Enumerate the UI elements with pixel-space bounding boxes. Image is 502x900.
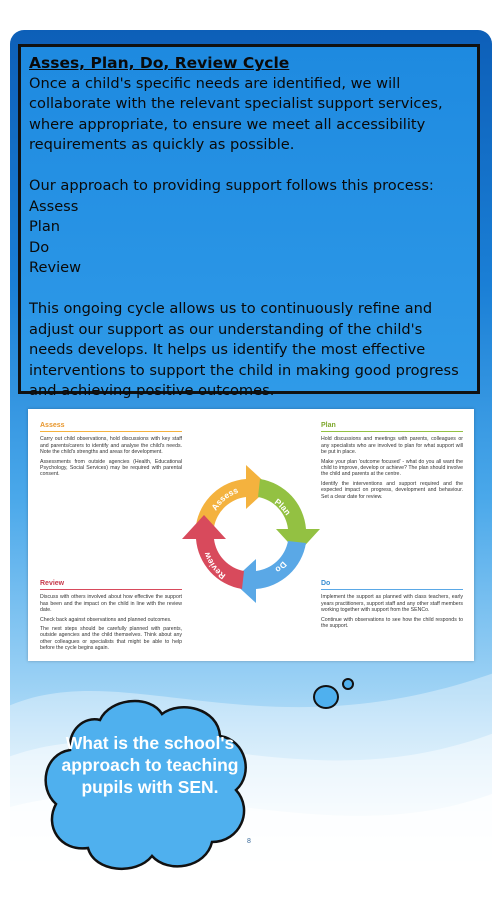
step-review: Review bbox=[29, 259, 82, 276]
step-do: Do bbox=[29, 238, 50, 256]
plan-panel bbox=[321, 423, 463, 503]
cycle-heading: Asses, Plan, Do, Review Cycle bbox=[29, 54, 290, 72]
thought-bubble-small bbox=[342, 678, 354, 690]
step-plan: Plan bbox=[29, 218, 61, 235]
assess-text-1: Carry out child observations, hold discussions with key staff and parents/carers to identify and analyse the child's needs. Note the child's strengths and areas for development. bbox=[40, 436, 182, 456]
cycle-label-review: Review bbox=[201, 550, 228, 582]
assess-text-2: Assessments from outside agencies (Health, Educational Psychology, Social Services) may be required with parental consent. bbox=[40, 458, 182, 478]
do-title: Do bbox=[321, 581, 463, 590]
do-text-1: Implement the support as planned with class teachers, early years practitioners, support staff and any other staff members working together with support from the SENCo. bbox=[321, 594, 463, 614]
plan-title: Plan bbox=[321, 423, 463, 432]
thought-bubble-medium bbox=[313, 685, 339, 709]
page-number: 8 bbox=[247, 838, 251, 845]
cycle-label-do: Do bbox=[273, 559, 289, 575]
intro-paragraph: Once a child's specific needs are identified, we will collaborate with the relevant specialist support services, where appropriate, to ensure we meet all accessibility requirements as quickly as possible. bbox=[29, 74, 443, 153]
assess-title: Assess bbox=[40, 423, 182, 432]
review-title: Review bbox=[40, 581, 182, 590]
do-text-2: Continue with observations to see how the child responds to the support. bbox=[321, 616, 463, 630]
plan-text-1: Hold discussions and meetings with parents, colleagues or any specialists who are involved to plan for what support will be put in place. bbox=[321, 436, 463, 456]
review-panel bbox=[40, 581, 182, 655]
review-text-2: Check back against observations and planned outcomes. bbox=[40, 616, 172, 623]
step-assess: Assess bbox=[29, 197, 79, 215]
cycle-label-assess: Assess bbox=[209, 485, 240, 513]
plan-text-3: Identify the interventions and support required and the expected impact on progress, development and behaviour. Set a clear date for review. bbox=[321, 480, 463, 500]
cloud-question: What is the school's approach to teaching pupils with SEN. bbox=[61, 733, 239, 797]
review-arrow bbox=[182, 515, 244, 589]
review-text-1: Discuss with others involved about how effective the support has been and the impact on the child in line with the review date. bbox=[40, 594, 182, 614]
cycle-diagram bbox=[28, 409, 474, 661]
closing-paragraph: This ongoing cycle allows us to continuously refine and adjust our support as our understanding of the child's needs develops. It helps us identify the most effective interventions to support the child in making good progress and achieving positive outcomes. bbox=[29, 300, 459, 399]
do-panel bbox=[321, 581, 463, 632]
cycle-arrows bbox=[178, 461, 324, 607]
approach-sentence: Our approach to providing support follows this process: bbox=[29, 177, 434, 194]
plan-text-2: Make your plan 'outcome focused' - what do you all want the child to improve, develop or achieve? The plan should involve the child and parents at the centre. bbox=[321, 458, 463, 478]
review-text-3: The next steps should be carefully planned with parents, outside agencies and the child themselves. Think about any other colleagues or specialists that might be able to help before the cycle begins again. bbox=[40, 626, 182, 652]
info-text-box bbox=[18, 44, 480, 399]
assess-panel bbox=[40, 423, 182, 481]
cycle-label-plan: Plan bbox=[272, 496, 294, 517]
